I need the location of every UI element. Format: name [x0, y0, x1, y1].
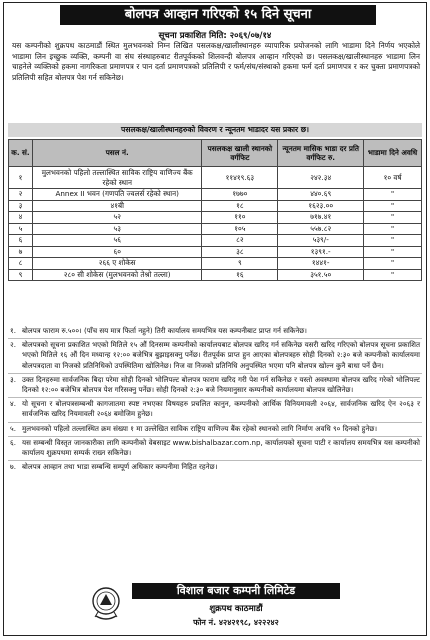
cell-rate: ५३९/-	[278, 235, 364, 247]
term-number: २.	[10, 340, 16, 350]
cell-period: "	[364, 269, 422, 281]
cell-area: १८	[202, 200, 278, 212]
cell-sn: ५	[9, 223, 33, 235]
term-text: बोलपत्र आव्हान तथा भाडा सम्बन्धि सम्पूर्ण अधिकार कम्पनीमा निहित रहनेछ।	[22, 462, 218, 472]
list-item	[8, 461, 422, 474]
col-header-rate: न्यूनतम मासिक भाडा दर प्रति वर्गफिट रु.	[278, 140, 364, 167]
list-item	[8, 423, 422, 437]
table-header-row	[9, 140, 422, 167]
intro-paragraph: यस कम्पनीको शुक्रपथ काठमाडौं स्थित मुलभवनको निम्न लिखित पसलकक्ष/खालीस्थानहरु व्यापारिक प्रयोजनको लागि भाडामा दिने निर्णय भएकोले भाडामा लिन इच्छुक व्यक्ति, कम्पनी वा संघ संस्थाहरुबाट रीतपूर्वकको शिलवन्दी बोलपत्र आव्हान गरिएको छ। पसलकक्ष/खालीस्थानहरु भाडामा लिन चाहनेले व्यक्तिको हकमा नागरिकता प्रमाणपत्र र पान दर्ता प्रमाणपत्रको प्रतिलिपी र फर्म/संघ/संस्थाको हकमा फर्म दर्ता प्रमाणपत्र र कर चुक्ता प्रमाणपत्रको प्रतिलिपी सहित बोलपत्र पेश गर्न सकिनेछ।	[12, 41, 420, 82]
company-footer	[90, 583, 340, 633]
term-text: मुलभवनको पहिलो तल्लास्थित क्रम संख्या १ मा उल्लेखित साविक राष्ट्रिय वाणिज्य बैंक रहेको स्थानको लागि निर्माण अवधि ९० दिनको हुनेछ।	[22, 423, 378, 433]
cell-sn: ६	[9, 235, 33, 247]
cell-area: ८२	[202, 235, 278, 247]
cell-sn: ४	[9, 212, 33, 224]
cell-shop: ६०	[32, 246, 202, 258]
cell-sn: २	[9, 189, 33, 201]
cell-shop: ४१बी	[32, 200, 202, 212]
list-item	[8, 374, 422, 398]
cell-shop: २६६ ए शोकेस	[32, 258, 202, 270]
cell-area: ११०	[202, 212, 278, 224]
term-number: १.	[10, 326, 16, 335]
cell-rate: ३५१.५०	[278, 269, 364, 281]
cell-area: १६	[202, 269, 278, 281]
term-number: ४.	[10, 399, 16, 409]
cell-rate: ७१७.४१	[278, 212, 364, 224]
term-number: ५.	[10, 423, 16, 433]
list-item	[8, 398, 422, 422]
terms-list	[8, 325, 422, 474]
term-number: ७.	[10, 462, 16, 472]
table-row	[9, 269, 422, 281]
cell-period: "	[364, 189, 422, 201]
cell-period: "	[364, 212, 422, 224]
cell-shop: Annex II भवन (गणपति ज्वलर्स रहेको स्थान)	[32, 189, 202, 201]
col-header-period: भाडामा दिने अवधि	[364, 140, 422, 167]
cell-rate: २४२.३४	[278, 167, 364, 189]
table-row	[9, 167, 422, 189]
cell-area: ३८	[202, 246, 278, 258]
cell-rate: १६२३.००	[278, 200, 364, 212]
term-text: यस सम्बन्धी विस्तृत जानकारीका लागि कम्पनीको वेबसाइट www.bishalbazar.com.np, कार्यालयको सूचना पाटी र कार्यालय समयभित्र यस कम्पनीको कार्यालय शुक्रपथमा सम्पर्क राख्न सकिनेछ।	[22, 437, 420, 458]
cell-sn: १	[9, 167, 33, 189]
cell-period: "	[364, 246, 422, 258]
cell-shop: २८० सी शोकेस (मुलभवनको तेश्रो तल्ला)	[32, 269, 202, 281]
table-row	[9, 200, 422, 212]
table-row	[9, 235, 422, 247]
cell-sn: ३	[9, 200, 33, 212]
table-row	[9, 189, 422, 201]
cell-period: "	[364, 235, 422, 247]
cell-period: "	[364, 223, 422, 235]
term-text: उक्त दिनहरुमा सार्वजनिक बिदा परेमा सोही दिनको भोलिपल्ट बोलपत्र फाराम खरिद गरी पेश गर्न सकिनेछ र यस्तो अवस्थामा बोलपत्र खरिद गरेको भोलिपल्ट दिनको १२:०० बजेभित्र बोलपत्र पेश गरिसक्नु पर्नेछ। सोही दिनको २:३० बजे नियमानुसार कम्पनीको कार्यालयमा बोलपत्र खोलिनेछ।	[22, 374, 420, 395]
col-header-area: पसलकक्ष खाली स्थानको वर्गफिट	[202, 140, 278, 167]
publication-date: सूचना प्रकाशित मिति: २०६९/०७/१४	[158, 31, 272, 41]
cell-shop: मुलभवनको पहिलो तल्लास्थित साविक राष्ट्रिय वाणिज्य बैंक रहेको स्थान	[32, 167, 202, 189]
cell-period: "	[364, 258, 422, 270]
cell-sn: ८	[9, 258, 33, 270]
cell-rate: १३९१.-	[278, 246, 364, 258]
table-row	[9, 212, 422, 224]
cell-shop: ५६	[32, 235, 202, 247]
term-number: ३.	[10, 374, 16, 384]
cell-area: ९	[202, 258, 278, 270]
term-text: यो सूचना र बोलपत्रसम्बन्धी कागजातमा स्पष्ट नभएका विषयहरु प्रचलित कानुन, कम्पनीको आर्थिक विनियमावली २०६४, सार्वजनिक खरिद ऐन २०६३ र सार्वजनिक खरिद नियमावली २०६४ बमोजिम हुनेछ।	[22, 399, 420, 419]
cell-shop: ५३	[32, 223, 202, 235]
cell-area: १०५	[202, 223, 278, 235]
cell-period: "	[364, 200, 422, 212]
cell-rate: ५५७.८२	[278, 223, 364, 235]
term-text: बोलपत्रको सूचना प्रकाशित भएको मितिले १५ औं दिनसम्म कम्पनीको कार्यालयबाट बोलपत्र खरिद गर्न सकिनेछ यसरी खरिद गरिएको बोलपत्र सूचना प्रकाशित भएको मितिले १६ औं दिन मध्यान्ह १२:०० बजेभित्र बुझाइसक्नु पर्नेछ। रीतपूर्वक प्राप्त हुन आएका बोलपत्रहरु सोही दिनको २:३० बजे कम्पनीको कार्यालयमा बोलपत्रदाता वा निजको प्रतिनिधिको उपस्थितिमा खोलिनेछ। निज वा निजको प्रतिनिधि अनुपस्थित भएमा पनि बोलपत्र खोल्न कुनै बाधा पर्ने छैन।	[22, 340, 420, 370]
cell-sn: ७	[9, 246, 33, 258]
government-emblem-icon	[90, 583, 122, 623]
company-phone: फोन नं. ४२४२१९८, ४२२२४२	[193, 618, 279, 627]
table-row	[9, 246, 422, 258]
table-title-bar: पसलकक्ष/खालीस्थानहरुको विवरण र न्यूनतम भाडादर यस प्रकार छ।	[8, 123, 422, 137]
cell-sn: ९	[9, 269, 33, 281]
col-header-sn: क. सं.	[9, 140, 33, 167]
cell-area: ११४१९.६३	[202, 167, 278, 189]
table-row	[9, 258, 422, 270]
cell-shop: ५२	[32, 212, 202, 224]
shop-list-table	[8, 139, 422, 281]
term-number: ६.	[10, 437, 16, 447]
col-header-shop: पसल नं.	[32, 140, 202, 167]
cell-area: १७७०	[202, 189, 278, 201]
list-item	[8, 437, 422, 461]
table-row	[9, 223, 422, 235]
company-address: शुक्रपथ काठमाडौं	[209, 604, 263, 614]
cell-rate: ४४०.६९	[278, 189, 364, 201]
list-item	[8, 339, 422, 374]
term-text: बोलपत्र फाराम रु.५००। (पाँच सय मात्र फिर्ता नहुने) तिरी कार्यालय समयभित्र यस कम्पनीबाट प्राप्त गर्न सकिनेछ।	[22, 326, 307, 335]
cell-rate: १४४१-	[278, 258, 364, 270]
notice-title: बोलपत्र आव्हान गरिएको १५ दिने सूचना	[60, 5, 376, 25]
company-name: विशाल बजार कम्पनी लिमिटेड	[132, 583, 340, 599]
cell-period: १० वर्ष	[364, 167, 422, 189]
list-item	[8, 325, 422, 339]
notice-page	[3, 2, 427, 636]
